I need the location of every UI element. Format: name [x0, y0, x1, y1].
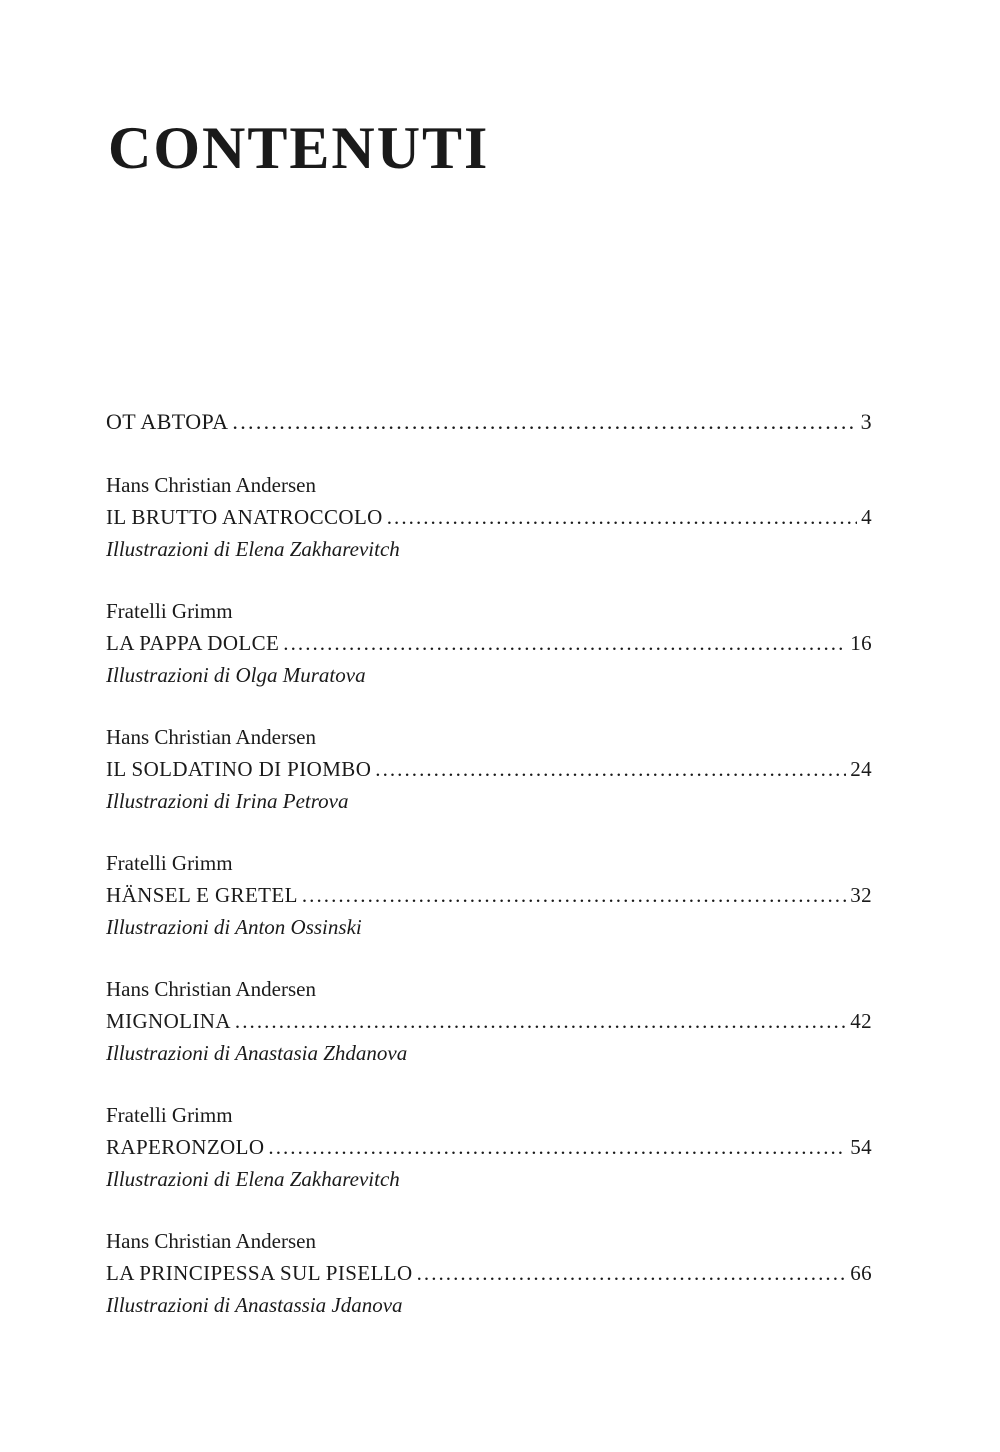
toc-entry-author: Fratelli Grimm	[106, 851, 233, 875]
toc-entry-line[interactable]	[106, 627, 872, 659]
toc-entry-line[interactable]	[106, 1131, 872, 1163]
toc-entry-title: HÄNSEL E GRETEL	[106, 883, 298, 907]
toc-page-number: 3	[860, 409, 872, 434]
toc-entry-title: LA PAPPA DOLCE	[106, 631, 280, 655]
toc-page-number: 54	[850, 1135, 872, 1159]
toc-entry	[106, 1099, 872, 1195]
toc-entry-line[interactable]	[106, 879, 872, 911]
toc-entry	[106, 469, 872, 565]
toc-entry-illustrator: Illustrazioni di Anton Ossinski	[106, 915, 362, 939]
toc-page-number: 4	[861, 505, 872, 529]
toc-entry-author: Fratelli Grimm	[106, 599, 233, 623]
toc-entry-illustrator: Illustrazioni di Elena Zakharevitch	[106, 537, 400, 561]
toc-entry-title: LA PRINCIPESSA SUL PISELLO	[106, 1261, 413, 1285]
toc-entry-author: Fratelli Grimm	[106, 1103, 233, 1127]
dot-leader	[375, 753, 846, 785]
toc-entry-illustrator: Illustrazioni di Irina Petrova	[106, 789, 349, 813]
toc-entry-author: Hans Christian Andersen	[106, 725, 316, 749]
toc-page-number: 16	[850, 631, 872, 655]
toc-entry	[106, 1225, 872, 1321]
toc-entry-illustrator: Illustrazioni di Olga Muratova	[106, 663, 366, 687]
toc-entry-line[interactable]	[106, 1005, 872, 1037]
toc-entry-illustrator: Illustrazioni di Anastasia Zhdanova	[106, 1041, 408, 1065]
toc-entry	[106, 721, 872, 817]
toc-entry-illustrator: Illustrazioni di Elena Zakharevitch	[106, 1167, 400, 1191]
toc-entry-line[interactable]	[106, 501, 872, 533]
dot-leader	[268, 1131, 846, 1163]
toc-entry	[106, 595, 872, 691]
toc-intro-line[interactable]	[106, 405, 872, 439]
toc-entry-illustrator: Illustrazioni di Anastassia Jdanova	[106, 1293, 403, 1317]
toc-entry-title: IL SOLDATINO DI PIOMBO	[106, 757, 372, 781]
toc-entry	[106, 847, 872, 943]
dot-leader	[283, 627, 846, 659]
dot-leader	[302, 879, 846, 911]
toc-entry-title: IL BRUTTO ANATROCCOLO	[106, 505, 383, 529]
toc-page-number: 32	[850, 883, 872, 907]
dot-leader	[387, 501, 857, 533]
toc-entry-author: Hans Christian Andersen	[106, 977, 316, 1001]
dot-leader	[417, 1257, 847, 1289]
toc-page-number: 66	[850, 1261, 872, 1285]
toc-entry-author: Hans Christian Andersen	[106, 1229, 316, 1253]
toc-entry	[106, 973, 872, 1069]
table-of-contents	[106, 405, 872, 1321]
toc-entry-title: MIGNOLINA	[106, 1009, 231, 1033]
toc-entry-title: RAPERONZOLO	[106, 1135, 265, 1159]
page-title: CONTENUTI	[108, 115, 490, 181]
toc-entry-author: Hans Christian Andersen	[106, 473, 316, 497]
dot-leader	[235, 1005, 846, 1037]
dot-leader	[232, 405, 856, 439]
toc-page-number: 42	[850, 1009, 872, 1033]
toc-page-number: 24	[850, 757, 872, 781]
toc-entry-line[interactable]	[106, 753, 872, 785]
toc-entry-title: OT ABTOPA	[106, 409, 229, 434]
toc-entry-line[interactable]	[106, 1257, 872, 1289]
